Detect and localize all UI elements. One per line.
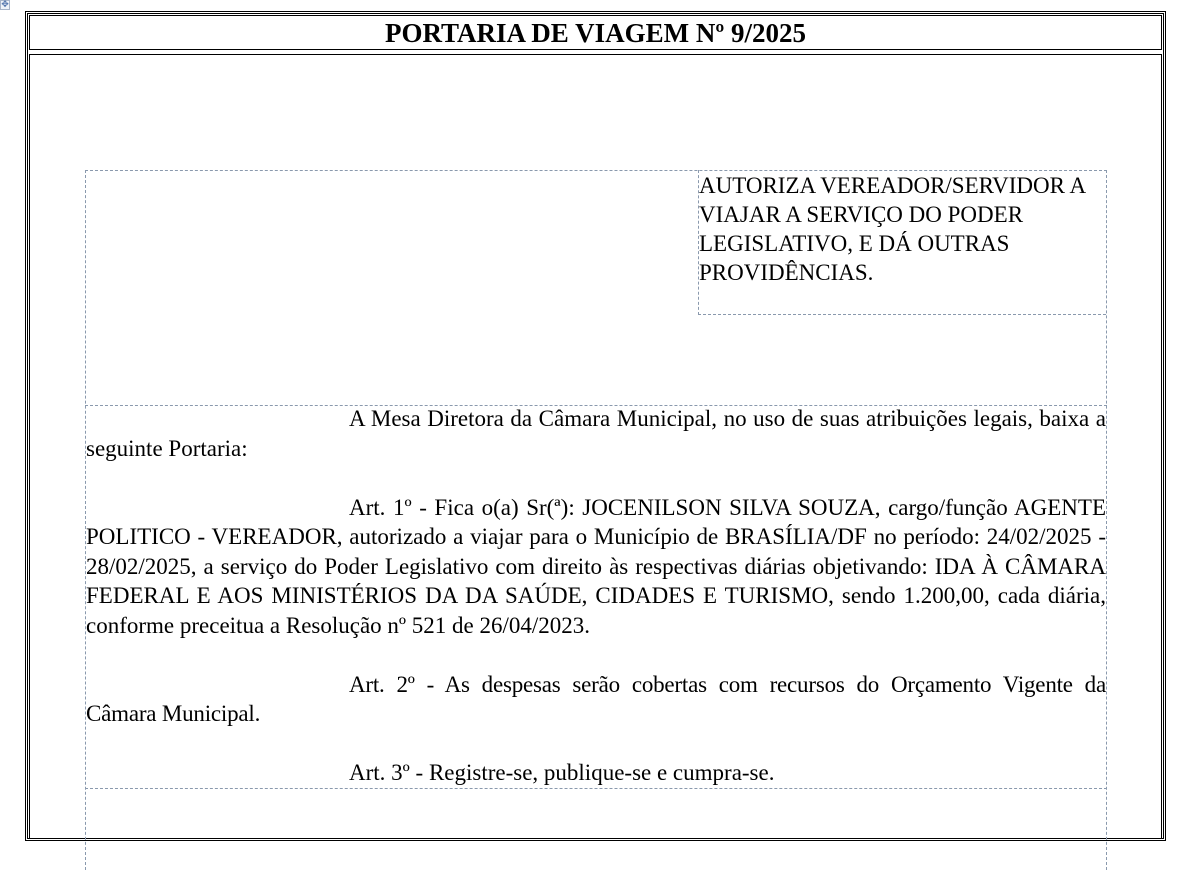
article-3: Art. 3º - Registre-se, publique-se e cumpra-se. bbox=[349, 760, 775, 785]
document-title: PORTARIA DE VIAGEM Nº 9/2025 bbox=[385, 18, 806, 48]
gridline-bottom bbox=[85, 788, 1107, 789]
preamble-paragraph: A Mesa Diretora da Câmara Municipal, no uso de suas atribuições legais, baixa a seguinte Portaria: bbox=[86, 406, 1106, 461]
article-1: Art. 1º - Fica o(a) Sr(ª): JOCENILSON SILVA SOUZA, cargo/função AGENTE POLITICO - VEREADOR, autorizado a viajar para o Município de BRASÍLIA/DF no período: 24/02/2025 - 28/02/2025, a serviço do Poder Legislativo com direito às respectivas diárias objetivando: IDA À CÂMARA FEDERAL E AOS MINISTÉRIOS DA DA SAÚDE, CIDADES E TURISMO, sendo 1.200,00, cada diária, conforme preceitua a Resolução nº 521 de 26/04/2023. bbox=[86, 494, 1106, 638]
table-move-handle-icon[interactable]: ✥ bbox=[1, 0, 9, 10]
gridline-right bbox=[1106, 170, 1107, 870]
ementa-cell bbox=[698, 170, 1106, 315]
article-2: Art. 2º - As despesas serão cobertas com recursos do Orçamento Vigente da Câmara Municipal. bbox=[86, 671, 1106, 726]
document-body bbox=[86, 404, 1106, 788]
title-cell bbox=[29, 15, 1162, 50]
ementa-text: AUTORIZA VEREADOR/SERVIDOR A VIAJAR A SERVIÇO DO PODER LEGISLATIVO, E DÁ OUTRAS PROVIDÊNCIAS. bbox=[699, 173, 1085, 285]
